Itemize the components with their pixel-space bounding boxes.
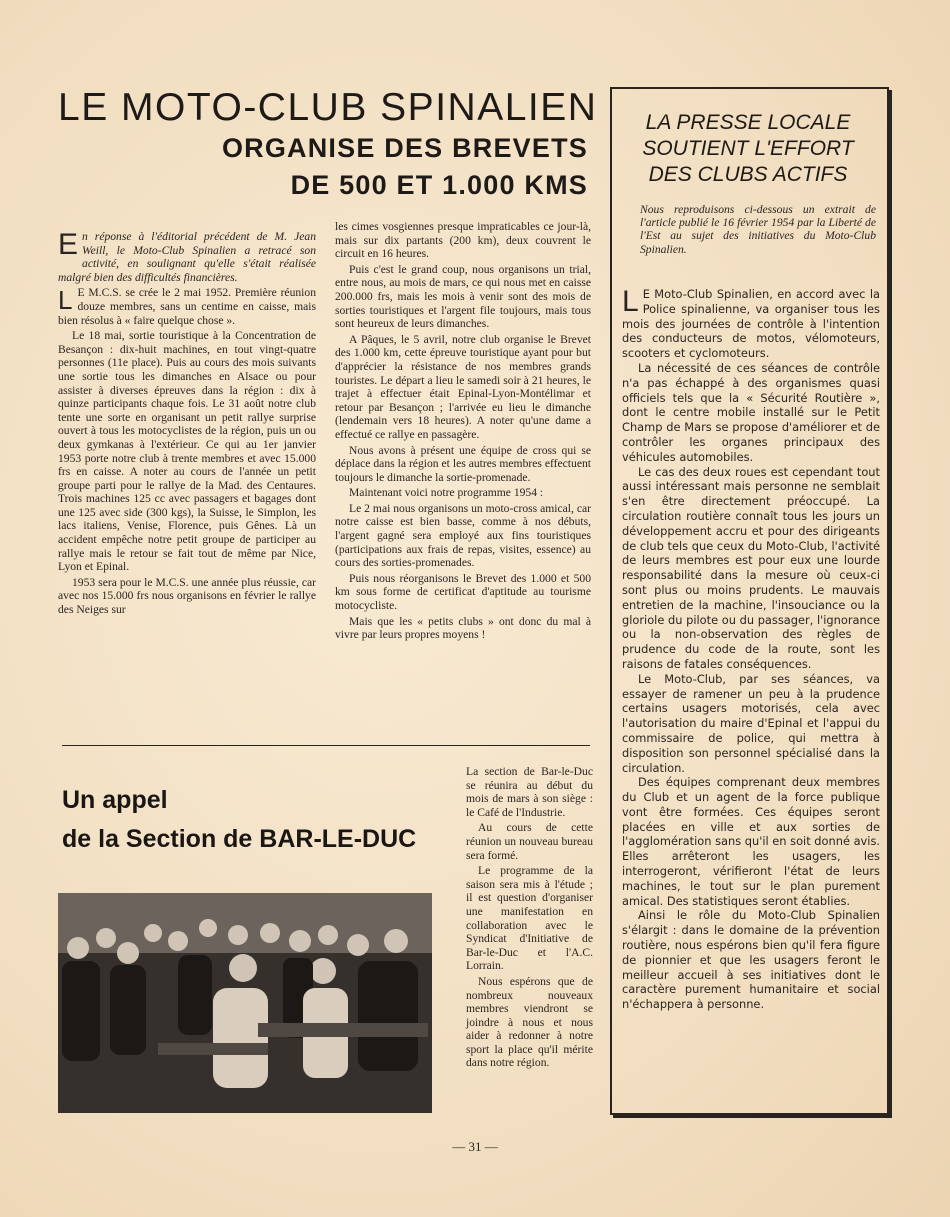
intro-text: n réponse à l'éditorial précédent de M. Jean Weill, le Moto-Club Spinalien a retracé son activité, en soulignant qu'elle s'était réalisée malgré bien des difficultés financières. (58, 230, 316, 284)
article-paragraph: A Pâques, le 5 avril, notre club organise le Brevet des 1.000 km, cette épreuve touristique ayant pour but d'apprécier la résistance de nos membres grands touristes. Le départ a lieu le samedi soir à 21 heures, le trajet à effectuer était Epinal-Lyon-Montélimar et retour par Besançon ; l'arrivée eu lieu le dimanche (lendemain vers 18 heures). A noter qu'une dame a effectué ce rallye en passagère. (335, 332, 591, 441)
appeal-paragraph: Nous espérons que de nombreux nouveaux membres viendront se joindre à nous et nous aider à redonner à notre sport la place qu'il mérite dans notre région. (466, 974, 593, 1070)
sidebar-title-line: SOUTIENT L'EFFORT (642, 137, 854, 160)
article-paragraph: L E M.C.S. se crée le 2 mai 1952. Première réunion douze membres, sans un centime en caisse, mais bien résolus à « faire quelque chose ». (58, 285, 316, 327)
article-paragraph: Maintenant voici notre programme 1954 : (349, 486, 544, 500)
sidebar-paragraph: La nécessité de ces séances de contrôle n'a pas échappé à des organismes quasi officiels tels que la « Sécurité Routière », dont le centre mobile installé sur le Petit Champ de Mars se propose d'améliorer et de contrôler les organes principaux des véhicules automobiles. (622, 360, 880, 464)
article-column-2 (335, 220, 591, 644)
club-meeting-photo (58, 893, 432, 1113)
article-intro (58, 230, 316, 284)
article-subtitle-line2: DE 500 ET 1.000 KMS (290, 170, 588, 200)
col1-dropcap: L (58, 285, 73, 316)
sidebar-title (614, 110, 882, 188)
article-column-1 (58, 230, 316, 619)
sidebar-title-line: LA PRESSE LOCALE (645, 111, 851, 134)
article-title: LE MOTO-CLUB SPINALIEN (58, 86, 598, 129)
article-paragraph: Mais que les « petits clubs » ont donc du mal à vivre par leurs propres moyens ! (335, 614, 591, 642)
sidebar-paragraph: Ainsi le rôle du Moto-Club Spinalien s'élargit : dans le domaine de la prévention routière, nous espérons bien qu'il fera figure de pionnier et que les usagers feront le meilleur accueil à ses initiatives dont le caractère purement humanitaire et social n'échappera à personne. (622, 908, 880, 1012)
sidebar-title-line: DES CLUBS ACTIFS (648, 163, 848, 186)
sidebar-paragraph: Le Moto-Club, par ses séances, va essayer de ramener un peu à la prudence certains usagers motorisés, cela avec l'autorisation du maire d'Epinal et l'appui du commissaire de police, qui mettra à disposition son personnel spécialisé dans la circulation. (622, 671, 880, 775)
sidebar-paragraph: Des équipes comprenant deux membres du Club et un agent de la force publique vont être formées. Ces équipes seront placées en ville et aux sorties de l'agglomération sans qu'il en soit donné avis. Elles arrêteront les usagers, les interrogeront, vérifieront l'état de leurs machines, le tout sur le plan purement amical. Des statistiques seront établies. (622, 775, 881, 908)
article-paragraph: Puis nous réorganisons le Brevet des 1.000 et 500 km sous forme de certificat d'aptitude au tourisme motocycliste. (335, 571, 591, 613)
article-paragraph: 1953 sera pour le M.C.S. une année plus réussie, car avec nos 15.000 frs nous organisons en février le rallye des Neiges sur (58, 575, 316, 617)
page-number: — 31 — (452, 1139, 498, 1154)
article-paragraph: Nous avons à présent une équipe de cross qui se déplace dans la région et les autres membres effectuent toujours le dimanche la sortie-promenade. (335, 443, 591, 484)
sidebar-paragraph: L E Moto-Club Spinalien, en accord avec la Police spinalienne, va organiser tous les mois des journées de contrôle à l'intention des conducteurs de motos, vélomoteurs, scooters et cyclomoteurs. (622, 285, 880, 361)
sidebar-paragraph: Le cas des deux roues est cependant tout aussi intéressant mais personne ne semblait s'en être directement préoccupé. La circulation routière connaît tous les jours un développement accru et pour des dirigeants de club tels que ceux du Moto-Club, l'activité de leurs membres est pour eux une lourde responsabilité dans la mesure où ceux-ci sont plus ou moins prudents. Le mauvais entretien de la machine, l'insouciance ou la gloriole du pilote ou du passager, l'ignorance ou la non-observation des règles de prudence du code de la route, sont les raisons de fatales conséquences. (622, 464, 880, 671)
article-paragraph: Puis c'est le grand coup, nous organisons un trial, entre nous, au mois de mars, ce qui nous met en caisse 200.000 frs, mais les mois à venir sont des mois de sorties touristiques et l'argent file toujours, mais tous sont heureux de leurs dimanches. (335, 262, 591, 331)
appeal-paragraph: Le programme de la saison sera mis à l'étude ; il est question d'organiser une manifestation en collaboration avec le Syndicat d'Initiative de Bar-le-Duc et l'A.C. Lorrain. (466, 864, 593, 973)
article-paragraph: Le 2 mai nous organisons un moto-cross amical, car notre caisse est bien basse, comme à nos débuts, l'argent gagné sera employé aux fins touristiques (participations aux frais de repas, visites, essence) au cours des sorties-promenades. (335, 501, 591, 570)
article-subtitle-line1: ORGANISE DES BREVETS (221, 133, 588, 163)
appeal-title-line1: Un appel (62, 786, 168, 814)
section-divider (62, 745, 590, 746)
sidebar-intro: Nous reproduisons ci-dessous un extrait de l'article publié le 16 février 1954 par la Liberté de l'Est au sujet des initiatives du Moto-Club Spinalien. (640, 203, 876, 256)
appeal-paragraph: Au cours de cette réunion un nouveau bureau sera formé. (466, 821, 593, 862)
article-paragraph: les cimes vosgiennes presque impraticables ce jour-là, mais sur dix partants (200 km), deux couvrent le circuit en 16 heures. (335, 220, 591, 261)
sidebar-dropcap: L (622, 285, 639, 318)
appeal-column (466, 765, 593, 1072)
article-paragraph: Le 18 mai, sortie touristique à la Concentration de Besançon : dix-huit machines, en tout vingt-quatre personnes (11e place). Puis au cours des mois suivants une sortie tous les dimanches en Alsace ou pour assister à diverses épreuves dans la région : dix à quinze participants chaque fois. Le 31 août notre club tente une sorte en organisant un petit rallye surprise ouvert à tous les motocyclistes de la région, puis un ou deux gymkanas à l'extérieur. Ce qui au 1er janvier 1953 porte notre club à trente membres et avec 15.000 frs en caisse. A noter au cours de l'année un petit groupe parti pour le rallye de la Mad. des Centaures. Trois machines 125 cc avec passagers et bagages dont une 125 avec side (300 kgs), la Suisse, le Simplon, les lacs italiens, Venise, Florence, puis Gênes. Là un accident empêche notre petit groupe de participer au rallye mais le retour se fait tout de même par Nice, Lyon et Epinal. (58, 329, 316, 574)
photo-illustration (58, 893, 432, 1113)
appeal-title-line2: de la Section de BAR-LE-DUC (62, 825, 417, 853)
sidebar-text (622, 287, 880, 1012)
intro-dropcap: E (58, 228, 79, 261)
appeal-paragraph: La section de Bar-le-Duc se réunira au début du mois de mars à son siège : le Café de l'Industrie. (466, 765, 593, 819)
